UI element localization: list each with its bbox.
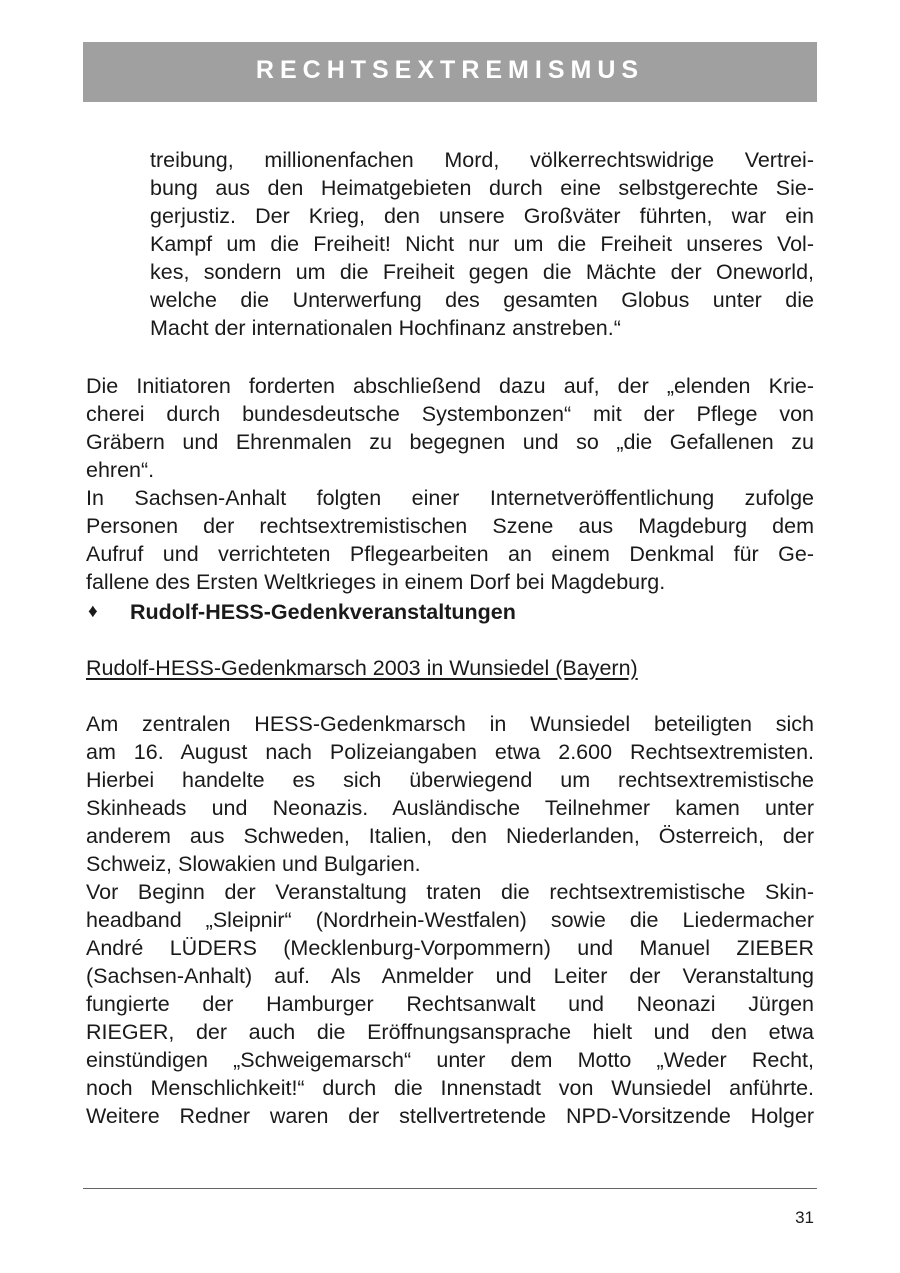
text-line: headband „Sleipnir“ (Nordrhein-Westfalen) sowie die Liedermacher (86, 908, 814, 932)
text-line: Aufruf und verrichteten Pflegearbeiten an einem Denkmal für Ge- (86, 542, 814, 566)
footer-divider (83, 1188, 817, 1189)
text-line: Gräbern und Ehrenmalen zu begegnen und so „die Gefallenen zu (86, 430, 814, 454)
running-header (83, 42, 817, 102)
text-line: gerjustiz. Der Krieg, den unsere Großväter führten, war ein (150, 204, 814, 228)
section-subheading: Rudolf-HESS-Gedenkmarsch 2003 in Wunsiedel (Bayern) (86, 656, 638, 680)
text-line: am 16. August nach Polizeiangaben etwa 2.600 Rechtsextremisten. (86, 740, 814, 764)
text-line: Hierbei handelte es sich überwiegend um rechtsextremistische (86, 768, 814, 792)
text-line: André LÜDERS (Mecklenburg-Vorpommern) und Manuel ZIEBER (86, 936, 814, 960)
text-line: Personen der rechtsextremistischen Szene aus Magdeburg dem (86, 514, 814, 538)
text-line: Vor Beginn der Veranstaltung traten die rechtsextremistische Skin- (86, 880, 814, 904)
page-number: 31 (795, 1208, 814, 1227)
section-heading: Rudolf-HESS-Gedenkveranstaltungen (130, 600, 516, 624)
text-line: Schweiz, Slowakien und Bulgarien. (86, 852, 421, 876)
text-line: fungierte der Hamburger Rechtsanwalt und Neonazi Jürgen (86, 992, 814, 1016)
text-line: Weitere Redner waren der stellvertretende NPD-Vorsitzende Holger (86, 1104, 814, 1128)
text-line: Die Initiatoren forderten abschließend dazu auf, der „elenden Krie- (86, 374, 814, 398)
text-line: (Sachsen-Anhalt) auf. Als Anmelder und Leiter der Veranstaltung (86, 964, 814, 988)
text-line: fallene des Ersten Weltkrieges in einem Dorf bei Magdeburg. (86, 570, 666, 594)
text-line: Macht der internationalen Hochfinanz anstreben.“ (150, 316, 621, 340)
text-line: Kampf um die Freiheit! Nicht nur um die Freiheit unseres Vol- (150, 232, 814, 256)
text-line: noch Menschlichkeit!“ durch die Innenstadt von Wunsiedel anführte. (86, 1076, 814, 1100)
text-line: Am zentralen HESS-Gedenkmarsch in Wunsiedel beteiligten sich (86, 712, 814, 736)
text-line: bung aus den Heimatgebieten durch eine selbstgerechte Sie- (150, 176, 814, 200)
text-line: ehren“. (86, 458, 155, 482)
diamond-bullet-icon: ♦ (88, 601, 98, 622)
text-line: einstündigen „Schweigemarsch“ unter dem Motto „Weder Recht, (86, 1048, 814, 1072)
text-line: welche die Unterwerfung des gesamten Globus unter die (150, 288, 814, 312)
text-line: cherei durch bundesdeutsche Systembonzen“ mit der Pflege von (86, 402, 814, 426)
text-line: kes, sondern um die Freiheit gegen die Mächte der Oneworld, (150, 260, 814, 284)
text-line: treibung, millionenfachen Mord, völkerrechtswidrige Vertrei- (150, 148, 814, 172)
header-title: RECHTSEXTREMISMUS (255, 56, 645, 84)
text-line: Skinheads und Neonazis. Ausländische Teilnehmer kamen unter (86, 796, 814, 820)
text-line: In Sachsen-Anhalt folgten einer Internetveröffentlichung zufolge (86, 486, 814, 510)
text-line: RIEGER, der auch die Eröffnungsansprache hielt und den etwa (86, 1020, 814, 1044)
text-line: anderem aus Schweden, Italien, den Niederlanden, Österreich, der (86, 824, 814, 848)
